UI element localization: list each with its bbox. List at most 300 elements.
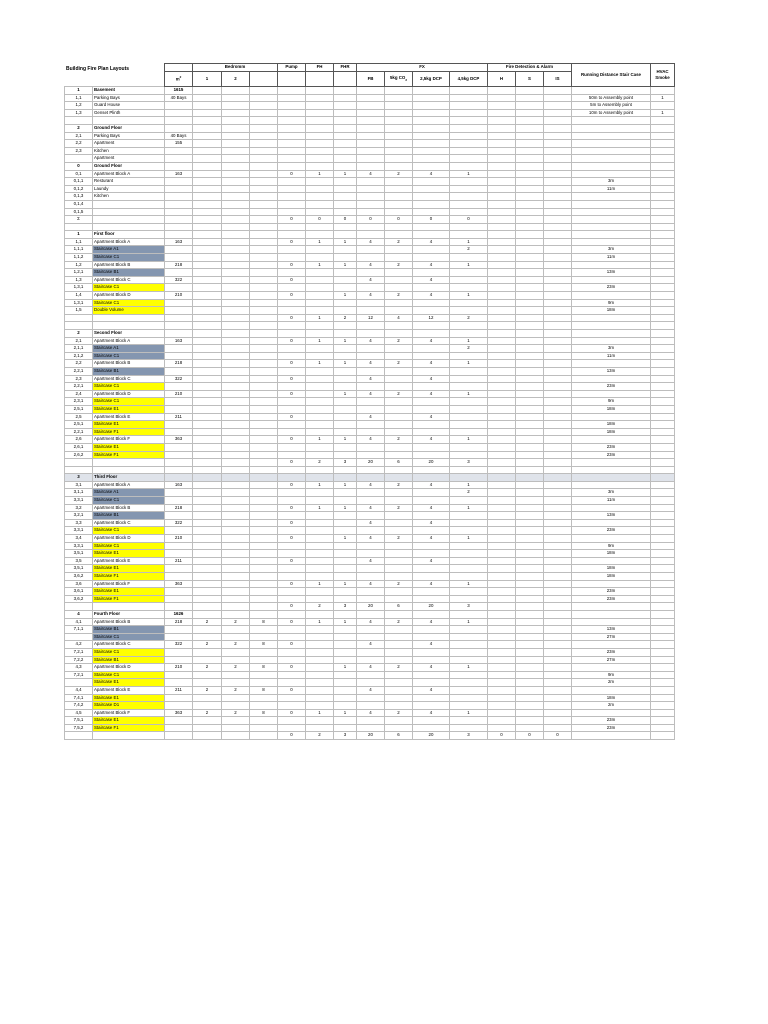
bedroom-2-cell — [222, 565, 250, 573]
dcp45-cell: 1 — [450, 618, 488, 626]
bedroom-extra-cell — [250, 246, 278, 254]
dcp45-cell — [450, 330, 488, 338]
fb-cell — [357, 132, 385, 140]
dcp45-cell — [450, 208, 488, 216]
dcp45-cell — [450, 124, 488, 132]
running-distance-cell — [572, 535, 651, 543]
bedroom-extra-cell — [250, 238, 278, 246]
pump-cell — [278, 717, 306, 725]
fh-cell — [306, 124, 334, 132]
row-id-cell: 0,1,1 — [65, 178, 93, 186]
hvac-smoke-cell — [651, 626, 675, 634]
dcp25-cell: 4 — [413, 170, 450, 178]
dcp45-cell — [450, 269, 488, 277]
pump-cell: 0 — [278, 580, 306, 588]
co2-cell — [385, 671, 413, 679]
pump-cell — [278, 94, 306, 102]
area-m2-cell — [165, 117, 193, 125]
fhr-cell — [334, 679, 357, 687]
table-row — [65, 367, 675, 375]
fhr-cell — [334, 299, 357, 307]
bedroom-1-cell — [193, 162, 222, 170]
hvac-smoke-cell — [651, 193, 675, 201]
hvac-smoke-cell — [651, 162, 675, 170]
pump-cell — [278, 489, 306, 497]
alarm-is-cell — [544, 413, 572, 421]
alarm-s-cell — [516, 269, 544, 277]
bedroom-extra-cell — [250, 284, 278, 292]
running-distance-cell — [572, 618, 651, 626]
fhr-cell: 1 — [334, 261, 357, 269]
area-m2-cell — [165, 405, 193, 413]
dcp25-cell: 4 — [413, 390, 450, 398]
fhr-cell — [334, 694, 357, 702]
bedroom-2-cell — [222, 573, 250, 581]
fb-cell: 4 — [357, 504, 385, 512]
row-id-cell: 2,5,1 — [65, 421, 93, 429]
fhr-cell — [334, 223, 357, 231]
bedroom-extra-cell — [250, 724, 278, 732]
pump-cell — [278, 573, 306, 581]
area-m2-cell: 210 — [165, 664, 193, 672]
row-id-cell — [65, 459, 93, 467]
pump-cell: 0 — [278, 261, 306, 269]
fh-cell — [306, 140, 334, 148]
table-row — [65, 656, 675, 664]
co2-cell — [385, 322, 413, 330]
bedroom-extra-cell — [250, 261, 278, 269]
row-id-cell: 2,1 — [65, 337, 93, 345]
running-distance-cell: 23m — [572, 443, 651, 451]
alarm-is-cell — [544, 481, 572, 489]
m2-header: $m^2$ — [165, 72, 193, 87]
row-name-cell: Second Floor — [93, 330, 165, 338]
fh-cell: 1 — [306, 504, 334, 512]
alarm-h-cell — [488, 102, 516, 110]
fb-cell — [357, 94, 385, 102]
dcp45-cell: 0 — [450, 216, 488, 224]
co2-cell — [385, 565, 413, 573]
bedroom-1-cell: 2 — [193, 686, 222, 694]
fhr-cell: 1 — [334, 504, 357, 512]
dcp45-cell — [450, 405, 488, 413]
table-row — [65, 337, 675, 345]
table-row — [65, 307, 675, 315]
dcp25-cell — [413, 451, 450, 459]
bedroom-extra-cell — [250, 481, 278, 489]
co2-cell — [385, 155, 413, 163]
pump-cell: 0 — [278, 664, 306, 672]
hvac-smoke-cell — [651, 413, 675, 421]
dcp25-cell — [413, 595, 450, 603]
row-id-cell: 2,2,1 — [65, 428, 93, 436]
running-distance-cell — [572, 413, 651, 421]
area-m2-cell — [165, 626, 193, 634]
fh-cell — [306, 292, 334, 300]
pump-cell — [278, 269, 306, 277]
table-row — [65, 87, 675, 95]
row-id-cell: 1,5 — [65, 307, 93, 315]
area-m2-cell — [165, 269, 193, 277]
bedroom-extra-cell — [250, 330, 278, 338]
alarm-is-cell — [544, 132, 572, 140]
dcp45-cell — [450, 413, 488, 421]
pump-cell — [278, 132, 306, 140]
table-row — [65, 276, 675, 284]
bedroom-2-cell: 2 — [222, 641, 250, 649]
alarm-s-cell — [516, 626, 544, 634]
table-row — [65, 413, 675, 421]
running-distance-cell: 3m — [572, 345, 651, 353]
alarm-h-cell — [488, 284, 516, 292]
row-id-cell: 0,1,4 — [65, 200, 93, 208]
table-row — [65, 732, 675, 740]
pump-cell — [278, 443, 306, 451]
bedroom-1-cell — [193, 459, 222, 467]
fhr-cell — [334, 132, 357, 140]
row-name-cell — [93, 223, 165, 231]
row-name-cell: Apartment Block D — [93, 535, 165, 543]
bedroom-2-cell — [222, 648, 250, 656]
bedroom-extra-cell: 8 — [250, 664, 278, 672]
running-distance-cell: 9m — [572, 398, 651, 406]
running-distance-cell — [572, 147, 651, 155]
alarm-is-cell — [544, 269, 572, 277]
co2-cell: 6 — [385, 459, 413, 467]
co2-cell: 2 — [385, 261, 413, 269]
running-distance-cell — [572, 466, 651, 474]
hvac-smoke-cell: 1 — [651, 109, 675, 117]
row-name-cell: Apartment Block B — [93, 618, 165, 626]
alarm-h-cell — [488, 117, 516, 125]
area-m2-cell: 163 — [165, 481, 193, 489]
area-m2-cell — [165, 124, 193, 132]
row-name-cell: Staircase C1 — [93, 352, 165, 360]
bedroom-1-cell — [193, 307, 222, 315]
fb-cell — [357, 550, 385, 558]
table-row — [65, 292, 675, 300]
bedroom-1-cell — [193, 254, 222, 262]
co2-cell: 2 — [385, 292, 413, 300]
co2-cell: 2 — [385, 481, 413, 489]
fhr-cell — [334, 352, 357, 360]
table-row — [65, 702, 675, 710]
alarm-is-cell — [544, 185, 572, 193]
dcp25-cell — [413, 117, 450, 125]
bedroom-1-cell — [193, 87, 222, 95]
bedroom-2-cell — [222, 557, 250, 565]
row-name-cell: Staircase E1 — [93, 565, 165, 573]
dcp45-cell — [450, 573, 488, 581]
dcp25-cell — [413, 656, 450, 664]
alarm-h-cell — [488, 132, 516, 140]
dcp45-cell: 1 — [450, 580, 488, 588]
dcp45-cell — [450, 641, 488, 649]
alarm-is-cell: 0 — [544, 732, 572, 740]
fhr-cell — [334, 702, 357, 710]
bedroom-extra-cell — [250, 535, 278, 543]
alarm-h-cell — [488, 124, 516, 132]
running-distance-cell: 23m — [572, 383, 651, 391]
pump-cell — [278, 102, 306, 110]
pump-cell: 0 — [278, 535, 306, 543]
hvac-smoke-cell — [651, 352, 675, 360]
hvac-smoke-cell — [651, 345, 675, 353]
dcp25-cell — [413, 322, 450, 330]
fhr-cell — [334, 565, 357, 573]
dcp45-cell — [450, 542, 488, 550]
running-distance-cell — [572, 360, 651, 368]
alarm-h-cell — [488, 375, 516, 383]
row-name-cell: Apartment Block B — [93, 504, 165, 512]
hvac-smoke-cell — [651, 398, 675, 406]
bedroom-2-cell — [222, 170, 250, 178]
dcp25-cell — [413, 246, 450, 254]
row-name-cell: Basement — [93, 87, 165, 95]
table-row — [65, 557, 675, 565]
fh-cell — [306, 466, 334, 474]
fh-cell — [306, 223, 334, 231]
alarm-h-cell — [488, 702, 516, 710]
row-id-cell — [65, 633, 93, 641]
row-name-cell: Apartment Block E — [93, 557, 165, 565]
hvac-smoke-cell — [651, 132, 675, 140]
area-m2-cell: 210 — [165, 292, 193, 300]
alarm-s-cell — [516, 398, 544, 406]
bedroom-extra-cell — [250, 124, 278, 132]
row-name-cell: Staircase B1 — [93, 269, 165, 277]
table-row — [65, 618, 675, 626]
row-id-cell: 4,1 — [65, 618, 93, 626]
row-name-cell: Staircase A1 — [93, 345, 165, 353]
alarm-s-cell — [516, 383, 544, 391]
pump-cell: 0 — [278, 390, 306, 398]
alarm-h-cell — [488, 610, 516, 618]
dcp45-cell: 1 — [450, 436, 488, 444]
row-id-cell: 3,1 — [65, 481, 93, 489]
co2-cell — [385, 200, 413, 208]
alarm-h-cell — [488, 231, 516, 239]
fhr-cell — [334, 87, 357, 95]
alarm-is-cell — [544, 466, 572, 474]
fb-cell — [357, 162, 385, 170]
row-id-cell: 3,6,1 — [65, 588, 93, 596]
pump-cell — [278, 140, 306, 148]
co2-cell — [385, 679, 413, 687]
running-distance-cell: 9m — [572, 542, 651, 550]
pump-cell — [278, 87, 306, 95]
bedroom-extra-cell — [250, 352, 278, 360]
bedroom-2-cell — [222, 421, 250, 429]
fh-cell — [306, 398, 334, 406]
fb-cell: 4 — [357, 641, 385, 649]
alarm-h-cell — [488, 330, 516, 338]
dcp45-cell: 1 — [450, 664, 488, 672]
fh-cell — [306, 208, 334, 216]
row-id-cell — [65, 223, 93, 231]
pump-cell — [278, 512, 306, 520]
fhr-cell — [334, 686, 357, 694]
fb-cell: 4 — [357, 292, 385, 300]
bedroom-extra-cell — [250, 185, 278, 193]
alarm-h-cell — [488, 595, 516, 603]
running-distance-cell: 18m — [572, 405, 651, 413]
bedroom-1-cell — [193, 694, 222, 702]
pump-cell — [278, 254, 306, 262]
bedroom-1-cell — [193, 610, 222, 618]
alarm-s-cell — [516, 428, 544, 436]
fh-cell — [306, 284, 334, 292]
alarm-s-cell — [516, 656, 544, 664]
alarm-h-cell — [488, 178, 516, 186]
fh-cell — [306, 117, 334, 125]
table-row — [65, 633, 675, 641]
bedroom-2-cell — [222, 451, 250, 459]
fb-cell — [357, 626, 385, 634]
bedroom-extra-cell — [250, 671, 278, 679]
running-distance-cell — [572, 238, 651, 246]
area-m2-cell — [165, 155, 193, 163]
fhr-cell: 1 — [334, 580, 357, 588]
dcp45-cell — [450, 451, 488, 459]
area-m2-cell — [165, 284, 193, 292]
fh-cell: 2 — [306, 459, 334, 467]
fh-cell — [306, 664, 334, 672]
hvac-smoke-cell — [651, 337, 675, 345]
dcp45-header: 4,5kg DCP — [450, 72, 488, 87]
area-m2-cell: 211 — [165, 557, 193, 565]
hvac-smoke-cell — [651, 284, 675, 292]
bedroom-1-cell — [193, 535, 222, 543]
bedroom-extra-cell — [250, 497, 278, 505]
dcp25-cell — [413, 671, 450, 679]
dcp25-cell: 4 — [413, 481, 450, 489]
bedroom-1-cell — [193, 542, 222, 550]
alarm-h-cell — [488, 694, 516, 702]
fh-cell — [306, 231, 334, 239]
running-distance-cell — [572, 519, 651, 527]
dcp45-cell: 1 — [450, 535, 488, 543]
alarm-is-cell — [544, 337, 572, 345]
bedroom-extra-cell — [250, 94, 278, 102]
row-name-cell — [93, 216, 165, 224]
hvac-smoke-cell — [651, 185, 675, 193]
hvac-smoke-cell — [651, 535, 675, 543]
co2-cell — [385, 276, 413, 284]
bedroom-1-cell: 2 — [193, 709, 222, 717]
fb-cell: 20 — [357, 732, 385, 740]
alarm-h-cell — [488, 87, 516, 95]
area-m2-cell — [165, 322, 193, 330]
dcp45-cell — [450, 610, 488, 618]
bedroom-1-cell — [193, 466, 222, 474]
alarm-s-cell — [516, 102, 544, 110]
dcp25-cell — [413, 200, 450, 208]
fh-cell — [306, 694, 334, 702]
fb-cell — [357, 330, 385, 338]
running-distance-cell — [572, 132, 651, 140]
pump-cell — [278, 679, 306, 687]
row-name-cell — [93, 208, 165, 216]
row-id-cell: 3,6 — [65, 580, 93, 588]
bedroom-2-cell — [222, 497, 250, 505]
row-name-cell: Staircase B1 — [93, 512, 165, 520]
row-name-cell: Apartment Block E — [93, 413, 165, 421]
fb-cell — [357, 109, 385, 117]
row-id-cell: 3,5 — [65, 557, 93, 565]
bedroom-2-cell — [222, 162, 250, 170]
bedroom-extra-cell — [250, 542, 278, 550]
bedroom-1-cell: 2 — [193, 664, 222, 672]
bedroom-2-cell: 2 — [222, 686, 250, 694]
fh-cell — [306, 535, 334, 543]
dcp45-cell — [450, 626, 488, 634]
row-id-cell: 2 — [65, 124, 93, 132]
alarm-s-cell — [516, 527, 544, 535]
fhr-cell: 1 — [334, 238, 357, 246]
area-m2-cell — [165, 246, 193, 254]
row-id-cell: 2,5,1 — [65, 405, 93, 413]
bedroom-1-cell — [193, 489, 222, 497]
running-distance-cell: 3m — [572, 246, 651, 254]
row-id-cell: 1,1,2 — [65, 254, 93, 262]
bedroom-2-cell — [222, 208, 250, 216]
fh-cell — [306, 474, 334, 482]
hvac-smoke-cell — [651, 231, 675, 239]
bedroom-2-cell — [222, 550, 250, 558]
row-id-cell — [65, 732, 93, 740]
dcp45-cell — [450, 94, 488, 102]
bedroom-extra-cell — [250, 375, 278, 383]
running-distance-cell: 13m — [572, 512, 651, 520]
alarm-s-cell — [516, 481, 544, 489]
dcp25-cell — [413, 147, 450, 155]
alarm-s-cell — [516, 709, 544, 717]
hvac-smoke-cell — [651, 155, 675, 163]
fhr-cell — [334, 550, 357, 558]
running-distance-cell: 2m — [572, 702, 651, 710]
pump-cell — [278, 398, 306, 406]
bedroom-1-cell — [193, 345, 222, 353]
fh-cell — [306, 178, 334, 186]
bedroom-extra-cell — [250, 421, 278, 429]
fb-cell — [357, 702, 385, 710]
dcp45-cell: 1 — [450, 261, 488, 269]
bedroom-2-cell — [222, 87, 250, 95]
running-distance-cell: 27m — [572, 656, 651, 664]
row-name-cell: Apartment Block F — [93, 580, 165, 588]
alarm-h-cell — [488, 246, 516, 254]
bedroom-2-cell — [222, 405, 250, 413]
dcp45-cell — [450, 375, 488, 383]
dcp45-cell — [450, 254, 488, 262]
hvac-smoke-cell — [651, 603, 675, 611]
alarm-s-cell — [516, 557, 544, 565]
fb-cell — [357, 428, 385, 436]
bedroom-2-cell — [222, 276, 250, 284]
bedroom-1-cell — [193, 390, 222, 398]
row-name-cell: Double Volume — [93, 307, 165, 315]
fhr-cell — [334, 345, 357, 353]
running-distance-cell: 23m — [572, 451, 651, 459]
co2-cell — [385, 489, 413, 497]
fb-cell: 4 — [357, 664, 385, 672]
row-name-cell: Staircase E1 — [93, 588, 165, 596]
co2-cell — [385, 641, 413, 649]
table-body — [65, 87, 675, 740]
dcp45-cell — [450, 497, 488, 505]
alarm-is-cell — [544, 474, 572, 482]
